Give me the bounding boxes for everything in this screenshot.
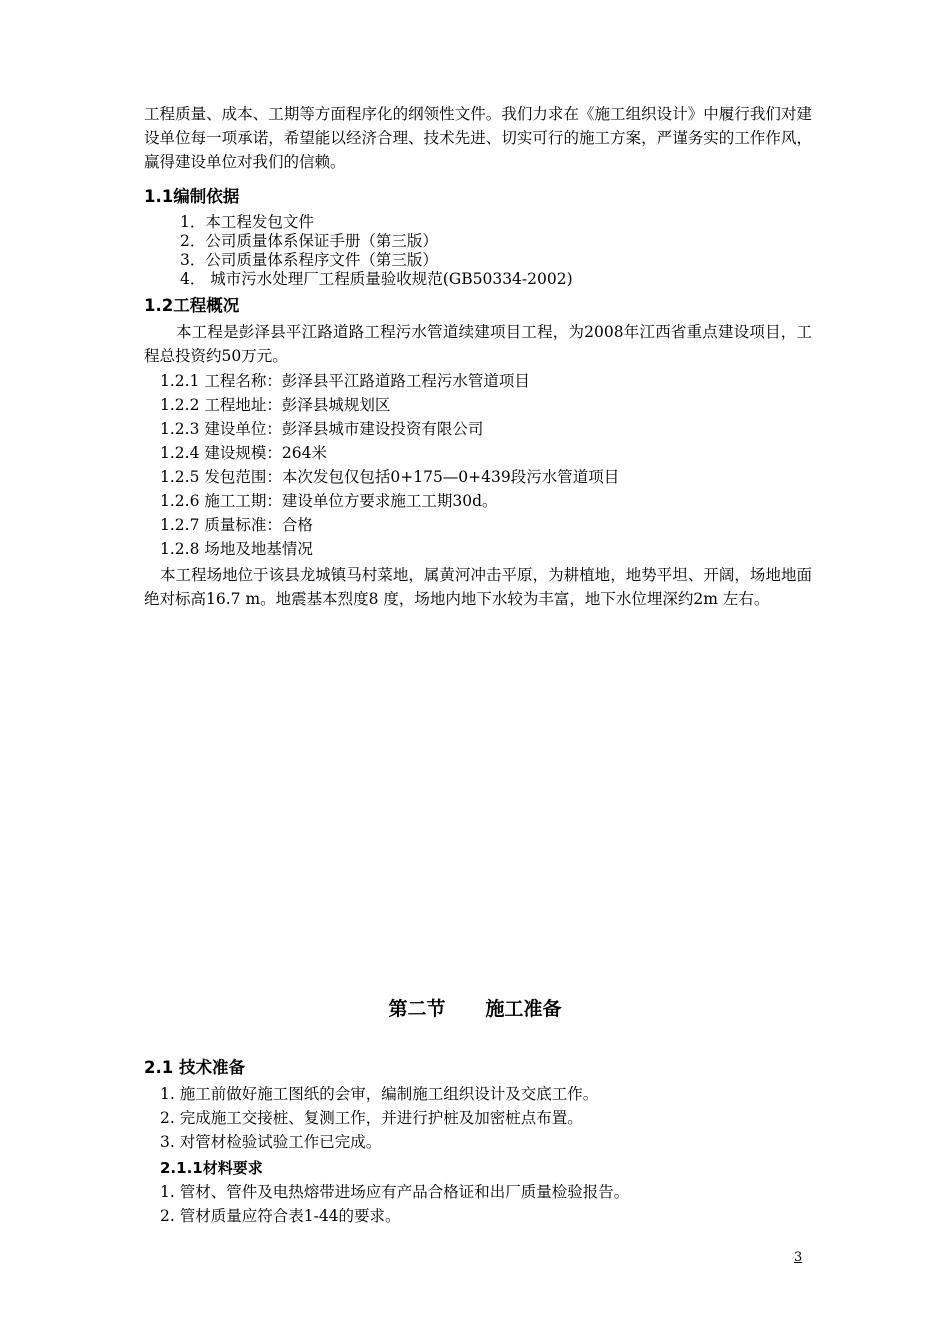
list-item: 3．公司质量体系程序文件（第三版） [180, 251, 438, 269]
list-item: 1.2.3 建设单位：彭泽县城市建设投资有限公司 [160, 420, 484, 438]
list-item: 1.2.8 场地及地基情况 [160, 540, 313, 558]
list-item: 1.2.4 建设规模：264米 [160, 444, 327, 462]
heading-2-1-1: 2.1.1材料要求 [160, 1159, 263, 1177]
site-paragraph: 本工程场地位于该县龙城镇马村菜地，属黄河冲击平原，为耕植地，地势平坦、开阔，场地地面绝对标高16.7 m。地震基本烈度8 度，场地内地下水较为丰富，地下水位埋深约2m 左右。 [144, 566, 812, 608]
overview-paragraph: 本工程是彭泽县平江路道路工程污水管道续建项目工程，为2008年江西省重点建设项目，工程总投资约50万元。 [144, 323, 812, 365]
section-title [0, 996, 950, 1022]
list-item: 1.2.6 施工工期：建设单位方要求施工工期30d。 [160, 492, 498, 510]
heading-2-1: 2.1 技术准备 [144, 1058, 245, 1077]
list-item: 1.2.2 工程地址：彭泽县城规划区 [160, 396, 391, 414]
list-item: 2．公司质量体系保证手册（第三版） [180, 232, 438, 250]
list-item: 1. 管材、管件及电热熔带进场应有产品合格证和出厂质量检验报告。 [160, 1183, 630, 1201]
list-item: 2. 完成施工交接桩、复测工作，并进行护桩及加密桩点布置。 [160, 1109, 583, 1127]
section-number: 第二节 [388, 998, 446, 1020]
heading-1-1: 1.1编制依据 [144, 187, 240, 206]
section-name: 施工准备 [485, 998, 562, 1020]
list-item: 1. 施工前做好施工图纸的会审，编制施工组织设计及交底工作。 [160, 1085, 599, 1103]
list-item: 4． 城市污水处理厂工程质量验收规范(GB50334-2002) [180, 270, 573, 288]
list-item: 1．本工程发包文件 [180, 213, 314, 231]
list-item: 1.2.7 质量标准：合格 [160, 516, 313, 534]
page-number: 3 [794, 1250, 803, 1265]
list-item: 3. 对管材检验试验工作已完成。 [160, 1133, 382, 1151]
list-item: 2. 管材质量应符合表1-44的要求。 [160, 1207, 401, 1225]
heading-1-2: 1.2工程概况 [144, 296, 240, 315]
list-item: 1.2.5 发包范围：本次发包仅包括0+175—0+439段污水管道项目 [160, 468, 620, 486]
list-item: 1.2.1 工程名称：彭泽县平江路道路工程污水管道项目 [160, 372, 530, 390]
intro-paragraph: 工程质量、成本、工期等方面程序化的纲领性文件。我们力求在《施工组织设计》中履行我们对建设单位每一项承诺，希望能以经济合理、技术先进、切实可行的施工方案，严谨务实的工作作风，赢得建设单位对我们的信赖。 [144, 105, 812, 171]
